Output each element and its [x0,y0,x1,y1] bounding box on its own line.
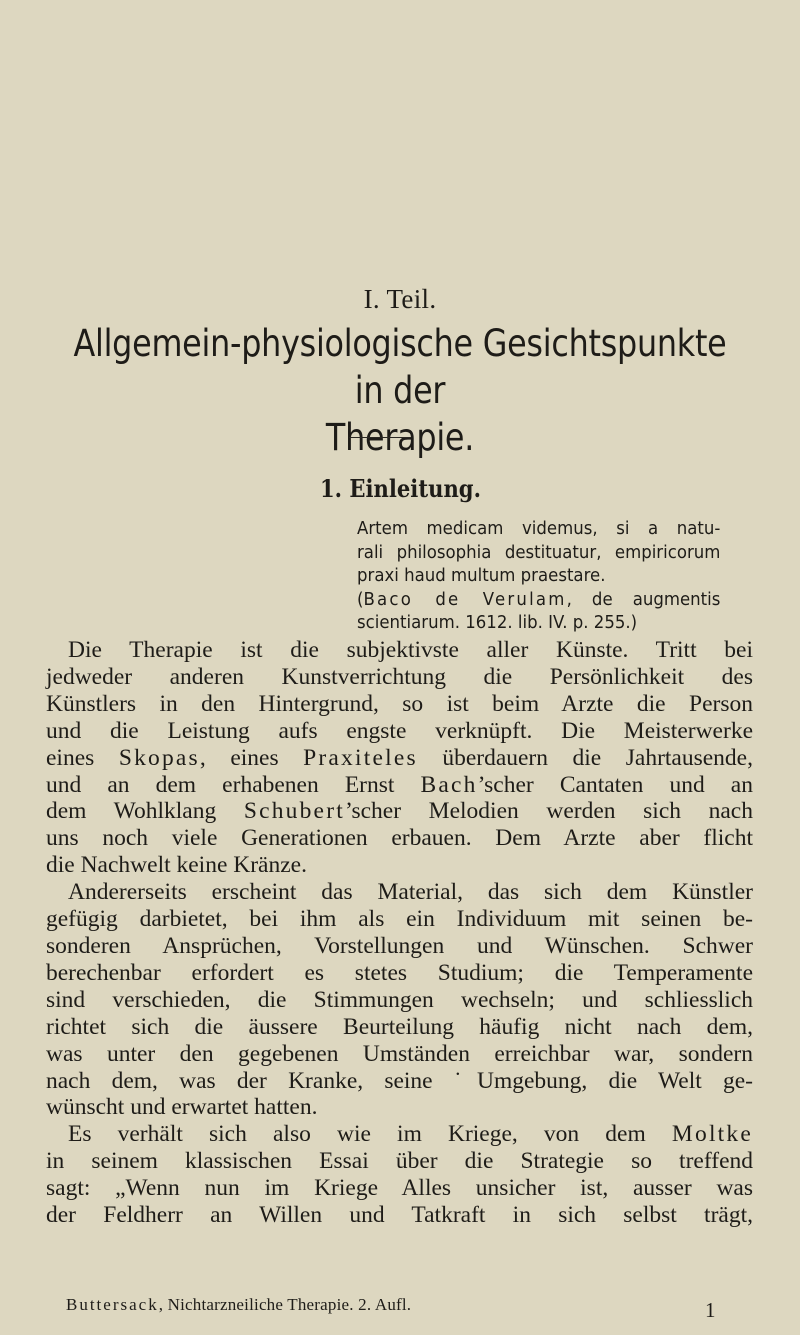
text-line: Es verhält sich also wie im Kriege, von dem Moltke [68,1121,753,1148]
text-line: der Feldherr an Willen und Tatkraft in sich selbst trägt, [46,1202,753,1229]
text-line: eines Skopas, eines Praxiteles überdauern die Jahrtausende, [46,744,753,771]
title-divider [349,437,411,438]
text-line: die Nachwelt keine Kränze. [46,852,307,879]
text-line: gefügig darbietet, bei ihm als ein Individuum mit seinen be- [46,906,753,933]
text-line: dem Wohlklang Schubert’scher Melodien werden sich nach [46,798,753,825]
footer-author: Buttersack [66,1295,159,1314]
name-skopas: Skopas [118,744,200,771]
name-schubert: Schubert [243,798,345,825]
text-line: und die Leistung aufs engste verknüpft. Die Meisterwerke [46,717,753,744]
name-moltke: Moltke [671,1121,753,1148]
part-heading: I. Teil. [363,284,437,314]
epigraph-citation-author: Baco de Verulam [363,588,567,610]
text-line: berechenbar erfordert es stetes Studium; die Temperamente [46,959,753,986]
text-line: Die Therapie ist die subjektivste aller Künste. Tritt bei [68,637,753,663]
name-praxiteles: Praxiteles [303,744,418,771]
text-line: sonderen Ansprüchen, Vorstellungen und Wünschen. Schwer [46,932,753,959]
body-text [46,637,753,1229]
footer-signature [66,1295,626,1315]
text-line: nach dem, was der Kranke, seine ˙Umgebung, die Welt ge- [46,1067,753,1094]
name-bach: Bach [420,771,478,798]
epigraph-line: praxi haud multum praestare. [357,565,606,587]
epigraph [357,517,720,635]
text-line: sagt: „Wenn nun im Kriege Alles unsicher ist, ausser was [46,1175,753,1202]
text-line: wünscht und erwartet hatten. [46,1094,318,1121]
text-line: uns noch viele Generationen erbauen. Dem Arzte aber flicht [46,825,753,852]
text-line: sind verschieden, die Stimmungen wechseln; und schliesslich [46,986,753,1013]
section-heading: 1. Einleitung. [319,474,481,503]
text-line: Künstlers in den Hintergrund, so ist beim Arzte die Person [46,690,753,717]
chapter-title-line-2: Therapie. [325,416,475,459]
text-line: und an dem erhabenen Ernst Bach’scher Cantaten und an [46,771,753,798]
page-number: 1 [705,1298,716,1322]
footer-book-title: , Nichtarzneiliche Therapie. 2. Aufl. [158,1295,412,1314]
chapter-title [56,320,744,461]
epigraph-line: rali philosophia destituatur, empiricorum [357,541,721,563]
chapter-title-line-1: Allgemein-physiologische Gesichtspunkte in der [73,322,727,412]
text-line: richtet sich die äussere Beurteilung häufig nicht nach dem, [46,1013,753,1040]
text-line: Andererseits erscheint das Material, das sich dem Künstler [68,879,753,906]
epigraph-line: Artem medicam videmus, si a natu- [357,518,721,539]
text-line: jedweder anderen Kunstverrichtung die Persönlichkeit des [46,663,753,690]
text-line: was unter den gegebenen Umständen erreichbar war, sondern [46,1040,753,1067]
epigraph-citation: (Baco de Verulam, de augmentis [357,588,721,610]
epigraph-citation-line-2: scientiarum. 1612. lib. IV. p. 255.) [357,612,638,634]
text-line: in seinem klassischen Essai über die Strategie so treffend [46,1148,753,1175]
